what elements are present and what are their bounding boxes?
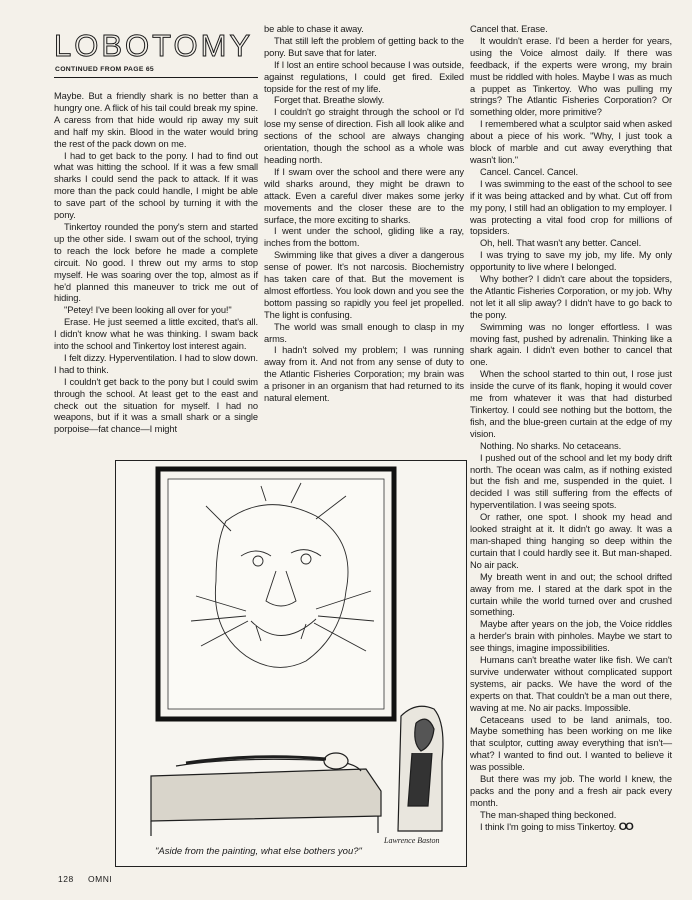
paragraph: When the school started to thin out, I rose just inside the curve of its flank, hoping it would cover me from whatever it was that had disturbed Tinkertoy. I could see nothing but the bottom, the fish, and the blue-green curtain at the edge of my vision. [470,369,672,439]
paragraph: Maybe. But a friendly shark is no better than a hungry one. A flick of his tail could break my spine. A caress from that hide would rip away my suit and half my skin. Blood in the water would bring the rest of the pack down on me. [54,91,258,149]
final-sentence: I think I'm going to miss Tinkertoy. [480,821,617,832]
cartoonist-signature: Lawrence Baston [384,836,440,845]
paragraph: If I lost an entire school because I was outside, against regulations, I could get fired. Exiled topside for the rest of my life. [264,59,464,94]
paragraph: Humans can't breathe water like fish. We can't survive underwater without complicated support systems, air packs. We have the word of the experts on that. That couldn't be a man out there, waving at me. No air packs. Impossible. [470,655,672,713]
text-column-1 [54,91,258,436]
page-number: 128 [58,874,74,884]
paragraph: I was trying to save my job, my life. My only opportunity to live where I belonged. [470,250,672,273]
paragraph: Cancel. Cancel. Cancel. [480,166,578,177]
paragraph: If I swam over the school and there were any wild sharks around, they might be drawn to attack. Even a careful diver makes some jerky movements and the closer these are to the surface, the more exciting to sharks. [264,166,464,225]
paragraph: be able to chase it away. [264,24,364,34]
paragraph: I hadn't solved my problem; I was running away from it. And not from any sense of duty to the Atlantic Fisheries Corporation; my brain was a prisoner in an organism that had returned to its natural element. [264,345,464,404]
armchair-with-analyst [398,706,443,831]
text-column-3 [470,24,672,834]
paragraph: I had to get back to the pony. I had to find out what was hitting the school. If it was a few small sharks I could send the pack to attack. If it was more than the pack could handle, I might be able to save part of the school by turning it with the pony. [54,150,258,221]
article-title: LOBOTOMY [54,28,254,63]
paragraph: My breath went in and out; the school drifted away from me. I stared at the dark spot in the curtain while the world turned over and crushed something. [470,571,672,618]
paragraph: But there was my job. The world I knew, the packs and the pony and a fresh air pack every month. [470,774,672,808]
paragraph: Maybe after years on the job, the Voice riddles a herder's brain with pinholes. Maybe we start to see things, imagine impossibilities. [470,619,672,654]
paragraph: Cancel that. Erase. [470,24,548,34]
paragraph: "Petey! I've been looking all over for you!" [64,305,232,316]
paragraph: Nothing. No sharks. No cetaceans. [480,440,622,451]
cartoon-caption: "Aside from the painting, what else bothers you?" [155,846,362,857]
paragraph: I couldn't get back to the pony but I could swim through the school. At least get to the east and check out the situation for myself. I had no weapons, but if it was a small shark or a single porpoise—fat chance—I might [54,376,258,435]
end-mark: OO [618,820,632,833]
paragraph: Or rather, one spot. I shook my head and looked straight at it. It didn't go away. It was a man-shaped thing hanging so deep within the curtain that I could hardly see it. But man-shaped. No air pack. [470,512,672,570]
paragraph: The world was small enough to clasp in my arms. [264,321,464,344]
paragraph: Swimming like that gives a diver a dangerous sense of power. It's not narcosis. Biochemistry has taken care of that. But the movement is almost effortless. You look down and you see the bottom passing so rapidly you feel jet propelled. The light is confusing. [264,250,464,320]
title-rule [54,77,258,78]
paragraph: The man-shaped thing beckoned. [480,809,617,820]
cartoon-illustration [115,460,467,867]
paragraph: Why bother? I didn't care about the topsiders, the Atlantic Fisheries Corporation, or my job. Why not let it all slip away? I didn't have to go back to the pony. [470,274,672,320]
paragraph: I went under the school, gliding like a ray, inches from the bottom. [264,226,464,249]
final-paragraph [470,822,672,834]
paragraph: I felt dizzy. Hyperventilation. I had to slow down. I had to think. [54,352,258,375]
continued-note: CONTINUED FROM PAGE 65 [55,66,154,73]
paragraph: I pushed out of the school and let my body drift north. The ocean was calm, as if nothing existed but the fish and me, suspended in the quiet. I decided I was still suffering from the effects of hyperventilation. I was seeing spots. [470,452,672,511]
paragraph: Forget that. Breathe slowly. [274,95,385,106]
paragraph: I was swimming to the east of the school to see if it was being attacked and by what. Cut off from my pony, I still had an obligation to my employer. I was protecting a vital food crop for millions of topsiders. [470,178,672,237]
paragraph: It wouldn't erase. I'd been a herder for years, using the Voice almost daily. If there was feedback, if the experts were wrong, my brain must be riddled with holes. Maybe I was as much a puppet as Tinkertoy. Who was pulling my strings? The Atlantic Fisheries Corporation? Or something older, more primitive? [470,35,672,118]
magazine-name: OMNI [88,874,113,884]
paragraph: Tinkertoy rounded the pony's stern and started up the other side. I swam out of the school, trying to reach the lock before he made a complete circuit. No good. I threw out my arms to stop myself. He was soaring over the top, almost as if he'd planned this maneuver to trick me out of hiding. [54,221,258,304]
text-column-2 [264,24,464,405]
paragraph: I couldn't go straight through the school or I'd lose my sense of direction. Fish all look alike and sections of the school are always changing orientation, though the school as a whole was heading north. [264,107,464,165]
psychiatrist-couch [151,753,381,836]
cartoon-drawing [116,461,466,866]
paragraph: That still left the problem of getting back to the pony. But save that for later. [264,35,464,58]
paragraph: Erase. He just seemed a little excited, that's all. I didn't know what he was thinking. I swam back into the school and Tinkertoy lost interest again. [54,317,258,352]
painting-canvas [168,479,384,709]
page-footer [58,874,112,884]
paragraph: Oh, hell. That wasn't any better. Cancel. [480,238,642,249]
paragraph: Swimming was no longer effortless. I was moving fast, pushed by adrenalin. Thinking like a shark again. I didn't even bother to cancel that one. [470,321,672,368]
paragraph: Cetaceans used to be land animals, too. Maybe something has been working on me like that sculptor, cutting away everything that isn't—what? I wanted to find out. I wanted to believe it was possible. [470,714,672,773]
paragraph: I remembered what a sculptor said when asked about a piece of his work. "Why, I just took a block of marble and cut away everything that wasn't lion." [470,119,672,165]
